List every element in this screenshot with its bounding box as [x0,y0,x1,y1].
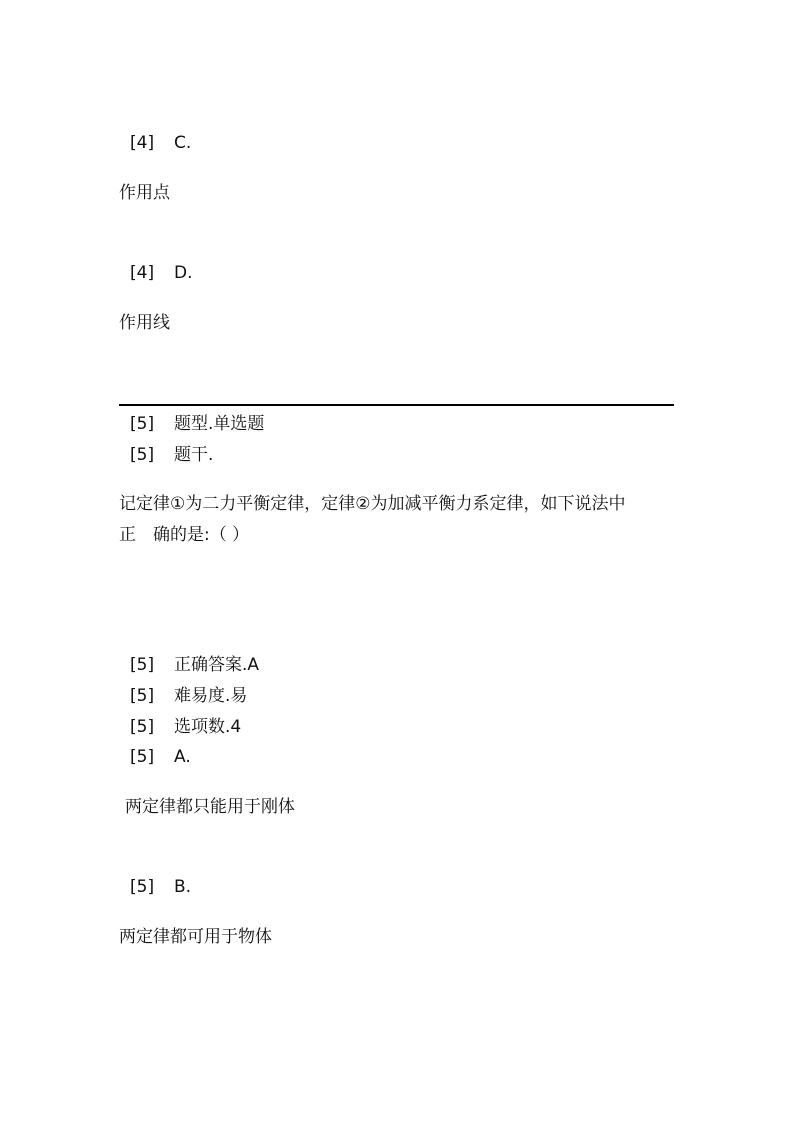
q4-option-c-header [130,132,191,154]
q5-option-a-text: 两定律都只能用于刚体 [125,797,295,817]
q4-option-c-text: 作用点 [119,183,170,203]
option-letter-d: D. [174,263,193,283]
q4-option-d-header [130,262,193,284]
option-letter-a: A. [174,747,191,767]
option-letter-c: C. [174,133,192,153]
q5-tag: [5] [130,655,155,675]
q5-stem-text-1: 记定律①为二力平衡定律，定律②为加减平衡力系定律，如下说法中 [119,494,626,514]
q5-tag: [5] [130,686,155,706]
q5-tag: [5] [130,877,155,897]
q5-stem-text-2: 正 确的是:（ ） [119,525,250,545]
q5-option-a-header [130,746,191,768]
q5-answer: 正确答案.A [174,655,260,675]
q5-option-b-header [130,876,191,898]
q5-tag: [5] [130,717,155,737]
option-letter-b: B. [174,877,192,897]
q5-type: 题型.单选题 [174,414,265,434]
q5-tag: [5] [130,747,155,767]
q5-difficulty-line [130,685,247,707]
q4-tag: [4] [130,263,155,283]
q5-option-count-line [130,716,241,738]
q5-option-b-text: 两定律都可用于物体 [119,927,272,947]
q5-type-line [130,413,264,435]
q4-tag: [4] [130,133,155,153]
q5-tag: [5] [130,445,155,465]
q5-answer-line [130,654,259,676]
section-divider [119,404,674,406]
q5-tag: [5] [130,414,155,434]
q5-difficulty: 难易度.易 [174,686,248,706]
q5-stem-label: 题干. [174,445,214,465]
q5-stem-line [130,444,213,466]
q4-option-d-text: 作用线 [119,313,170,333]
q5-option-count: 选项数.4 [174,717,242,737]
